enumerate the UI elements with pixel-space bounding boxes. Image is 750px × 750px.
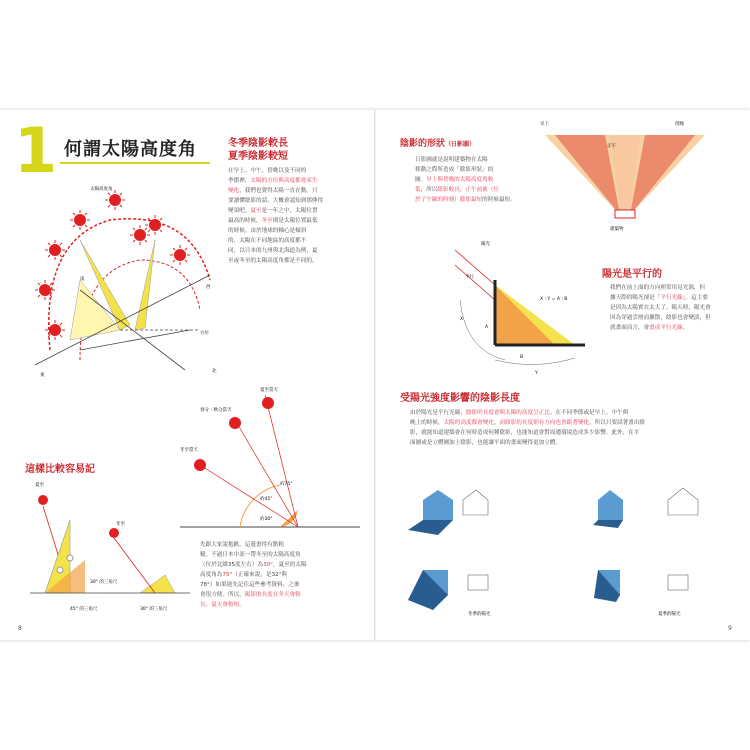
section2-body: 先跟大家說抱歉，這邊畫得有點粗 糙。不過日本中部一帶冬至的太陽高度角 （位於北緯35度左右）為30°，夏至的太陽 高度角為75°（正確來說，是32°與 78°）如果能先記住這些參考資料，之後 會很方便。所以，陽影的長度在冬天會較 長，夏天會較短。 — [200, 542, 307, 608]
page-gutter — [374, 110, 376, 640]
label-b: B — [520, 355, 524, 360]
section3-heading: 陰影的形狀（日影圖） — [400, 139, 476, 149]
label-building: 建築物 — [610, 227, 624, 232]
section5-body: 由於陽光是平行光線，陰影的長度會與太陽的高度呈正比。在不同季節或是早上、中午與 晚上的時候，太陽的高度都會變化，而陰影的長度則有方向也會跟著變化，所以只要試著畫出陰 影，就能知道建築會在何時造成何種陰影，也能知道會對周遭環境造成多少影響。此外，在平 面圖或是立體圖加上陰影，也能讓平面的畫面變得更加立體。 — [410, 410, 646, 446]
section2-heading: 這樣比較容易記 — [25, 464, 95, 475]
label-sunlight: 陽光 — [481, 242, 490, 247]
house-shadow-sketches — [408, 470, 738, 620]
section1-heading-line1: 冬季陰影較長 — [228, 138, 288, 149]
parallel-light-diagram — [445, 240, 605, 380]
chapter-number: 1 — [14, 114, 58, 187]
label-summer-solstice: 夏至 — [35, 483, 44, 488]
label-triangle-45: 45° 的三角尺 — [70, 607, 98, 612]
label-winter-sky: 冬至當天 — [180, 448, 198, 453]
label-parallel: 平行 — [465, 275, 474, 280]
label-summer-sky: 夏至當天 — [260, 388, 278, 393]
sun-path-diagram — [20, 180, 230, 380]
label-winter-solstice: 冬至 — [116, 522, 125, 527]
label-angle-30: 約30° — [260, 517, 273, 522]
label-x: X — [460, 317, 464, 322]
section1-heading — [228, 137, 288, 163]
page-number-right: 9 — [728, 625, 732, 632]
label-ratio: X : Y = A : B — [540, 297, 568, 302]
altitude-angle-diagram — [180, 385, 360, 535]
label-angle-75: 約75° — [280, 482, 293, 487]
label-triangle-30: 30° 的三角尺 — [90, 580, 118, 585]
label-y: Y — [535, 371, 538, 376]
section1-body: 在早上、中午、傍晚以及不同的 季節裡，太陽的方位與高度都會產生 變化，我們也覺得太陽一直在動。只 要讀懂陰影的話，大概會認知到那傳得 變須吧。夏至是一年之中，太陽位置 最高的時候，冬至則是太陽位置最低 的時候。由於地球的軸心是傾斜 的，太陽在不同地區的高度都不 同，以日本的九州與北海道為例，夏 至或冬至的太陽高度角都是不同的。 — [228, 168, 324, 264]
label-morning: 早上 — [540, 122, 549, 127]
shadow-fan-diagram — [535, 115, 715, 235]
label-east: 東 — [40, 373, 45, 378]
section3-body: 日影圖就是說明建築物在太陽 移動之際所造成「陰影形狀」的 圖。早上與傍晚的太陽高度角較 低，所以陰影較長，正午前後（位 於子午線的時刻）陰影最短的時候最短。 — [415, 157, 516, 203]
label-noon: 正午 — [607, 144, 616, 149]
triangle-rule-diagram — [30, 480, 190, 620]
label-sun-altitude: 太陽高度角 — [90, 187, 113, 192]
page-number-left: 8 — [18, 625, 22, 632]
label-west: 西 — [206, 285, 211, 290]
label-a: A — [485, 325, 489, 330]
label-triangle-30b: 30° 的三角尺 — [140, 607, 168, 612]
title-underline — [60, 162, 210, 164]
section1-heading-line2: 夏季陰影較短 — [228, 151, 288, 162]
label-angle-45: 約45° — [260, 497, 273, 502]
label-equinox: 春分・秋分當天 — [200, 408, 232, 413]
section4-heading: 陽光是平行的 — [602, 269, 662, 280]
section4-body: 我們在前上面的方向照常用見光源，但 據天際的陽光卻是「平行光線」。這主要 是因為太陽實在太大了，陽天時，陽光會 因為穿過雲層而擴散，陰影也會變淡，但 就畫面而言，會畫成平行光線。 — [610, 285, 711, 331]
label-evening: 傍晚 — [675, 122, 684, 127]
section5-heading: 受陽光強度影響的陰影長度 — [400, 393, 520, 404]
label-south: 南 — [80, 277, 85, 282]
label-winter-light: 冬季的陽光 — [468, 612, 491, 617]
chapter-title: 何謂太陽高度角 — [64, 139, 197, 160]
label-summer-light: 夏季的陽光 — [658, 612, 681, 617]
label-north: 北 — [212, 369, 217, 374]
label-azimuth: 方位 — [200, 331, 209, 336]
